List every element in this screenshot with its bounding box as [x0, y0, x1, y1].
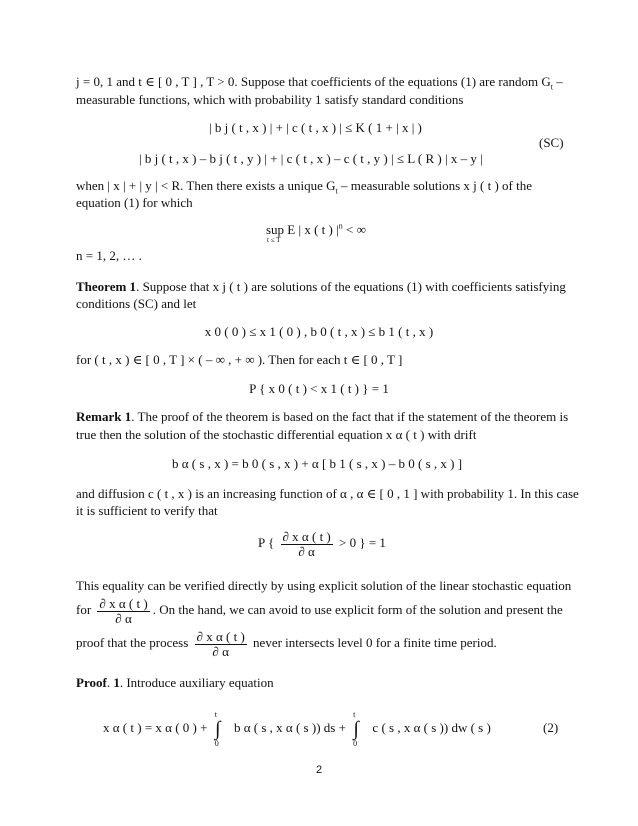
text: . Introduce auxiliary equation — [119, 675, 274, 690]
integral-upper-limit: t — [353, 710, 356, 720]
integral-sign: ∫ t 0 — [214, 710, 221, 749]
text: – — [552, 74, 563, 89]
fraction-denominator: ∂ α — [212, 643, 229, 659]
equation-sc-tag: (SC) — [539, 135, 564, 150]
text: . Suppose that x j ( t ) are solutions of the equations (1) with coefficients satisfying — [136, 279, 566, 294]
fraction-numerator: ∂ x α ( t ) — [196, 628, 245, 644]
paragraph-n-range: n = 1, 2, … . — [76, 248, 142, 263]
integral-upper-limit: t — [214, 710, 217, 720]
fraction — [97, 597, 149, 626]
text: never intersects level 0 for a finite time period. — [253, 635, 497, 650]
fraction — [281, 530, 333, 559]
proof-label: Proof — [76, 675, 107, 690]
proof-line — [76, 675, 274, 691]
equation-2-tag: (2) — [543, 720, 559, 735]
text: j = 0, 1 and t ∈ [ 0 , T ] , T > 0. Suppose that coefficients of the equations (1) are random G — [76, 74, 551, 89]
paragraph-verify-line2 — [76, 593, 563, 627]
paragraph-coefficients-line2: measurable functions, which with probability 1 satisfy standard conditions — [76, 92, 464, 107]
text: for — [76, 602, 92, 617]
proof-step-number: 1 — [113, 675, 120, 690]
equation-moment-bound — [266, 222, 366, 238]
fraction — [195, 630, 247, 659]
remark-line3: and diffusion c ( t , x ) is an increasing function of α , α ∈ [ 0 , 1 ] with probability 1. In this case — [76, 486, 579, 501]
text: . On the hand, we can avoid to use explicit form of the solution and present the — [152, 602, 563, 617]
paragraph-uniqueness-line2: equation (1) for which — [76, 195, 193, 210]
text: proof that the process — [76, 635, 189, 650]
paragraph-verify-line1: This equality can be verified directly by using explicit solution of the linear stochastic equation — [76, 578, 572, 593]
subscript: t — [550, 82, 553, 92]
superscript: n — [338, 221, 343, 231]
fraction-numerator: ∂ x α ( t ) — [99, 595, 148, 611]
page-number: 2 — [315, 764, 323, 776]
paragraph-verify-line3 — [76, 626, 497, 660]
integral-lower-limit: 0 — [353, 739, 358, 749]
equation-drift: b α ( s , x ) = b 0 ( s , x ) + α [ b 1 ( s , x ) – b 0 ( s , x ) ] — [172, 456, 463, 471]
text: – measurable solutions x j ( t ) of the — [337, 178, 532, 193]
equation-sc-growth: | b j ( t , x ) | + | c ( t , x ) | ≤ K ( 1 + | x | ) — [209, 120, 422, 135]
subscript: t — [335, 186, 338, 196]
equation-probability: P { x 0 ( t ) < x 1 ( t ) } = 1 — [249, 381, 389, 396]
fraction-denominator: ∂ α — [115, 610, 132, 626]
text: x α ( t ) = x α ( 0 ) + — [103, 720, 208, 735]
equation-2 — [103, 710, 491, 749]
text: < ∞ — [342, 222, 366, 237]
equation-moment-bound-under: t ≤ T — [267, 236, 281, 244]
text: P { — [258, 535, 275, 550]
text: when | x | + | y | < R. Then there exists a unique G — [76, 178, 336, 193]
text: . — [106, 675, 114, 690]
text: b α ( s , x α ( s )) ds + — [233, 720, 346, 735]
remark-line1 — [76, 409, 568, 425]
integral-lower-limit: 0 — [214, 739, 219, 749]
remark-line4: it is sufficient to verify that — [76, 503, 218, 518]
text: sup E | x ( t ) | — [266, 222, 339, 237]
paragraph-uniqueness-line1 — [76, 178, 532, 194]
remark-line2: true then the solution of the stochastic differential equation x α ( t ) with drift — [76, 427, 477, 442]
theorem-label: Theorem 1 — [76, 279, 137, 294]
equation-theorem-initial: x 0 ( 0 ) ≤ x 1 ( 0 ) , b 0 ( t , x ) ≤ b 1 ( t , x ) — [204, 324, 434, 339]
fraction-denominator: ∂ α — [298, 543, 315, 559]
paragraph-coefficients-line1 — [76, 74, 563, 90]
equation-derivative-positive — [258, 526, 386, 560]
text: > 0 } = 1 — [339, 535, 386, 550]
remark-label: Remark 1 — [76, 409, 132, 424]
fraction-numerator: ∂ x α ( t ) — [282, 528, 331, 544]
theorem-line1 — [76, 279, 566, 295]
theorem-line2: conditions (SC) and let — [76, 296, 197, 311]
integral-sign: ∫ t 0 — [353, 710, 359, 749]
theorem-line3: for ( t , x ) ∈ [ 0 , T ] × ( – ∞ , + ∞ ). Then for each t ∈ [ 0 , T ] — [76, 352, 403, 367]
equation-sc-lipschitz: | b j ( t , x ) – b j ( t , y ) | + | c ( t , x ) – c ( t , y ) | ≤ L ( R ) | x – y | — [139, 151, 483, 166]
text: . The proof of the theorem is based on the fact that if the statement of the theorem is — [131, 409, 569, 424]
text: c ( s , x α ( s )) dw ( s ) — [372, 720, 491, 735]
